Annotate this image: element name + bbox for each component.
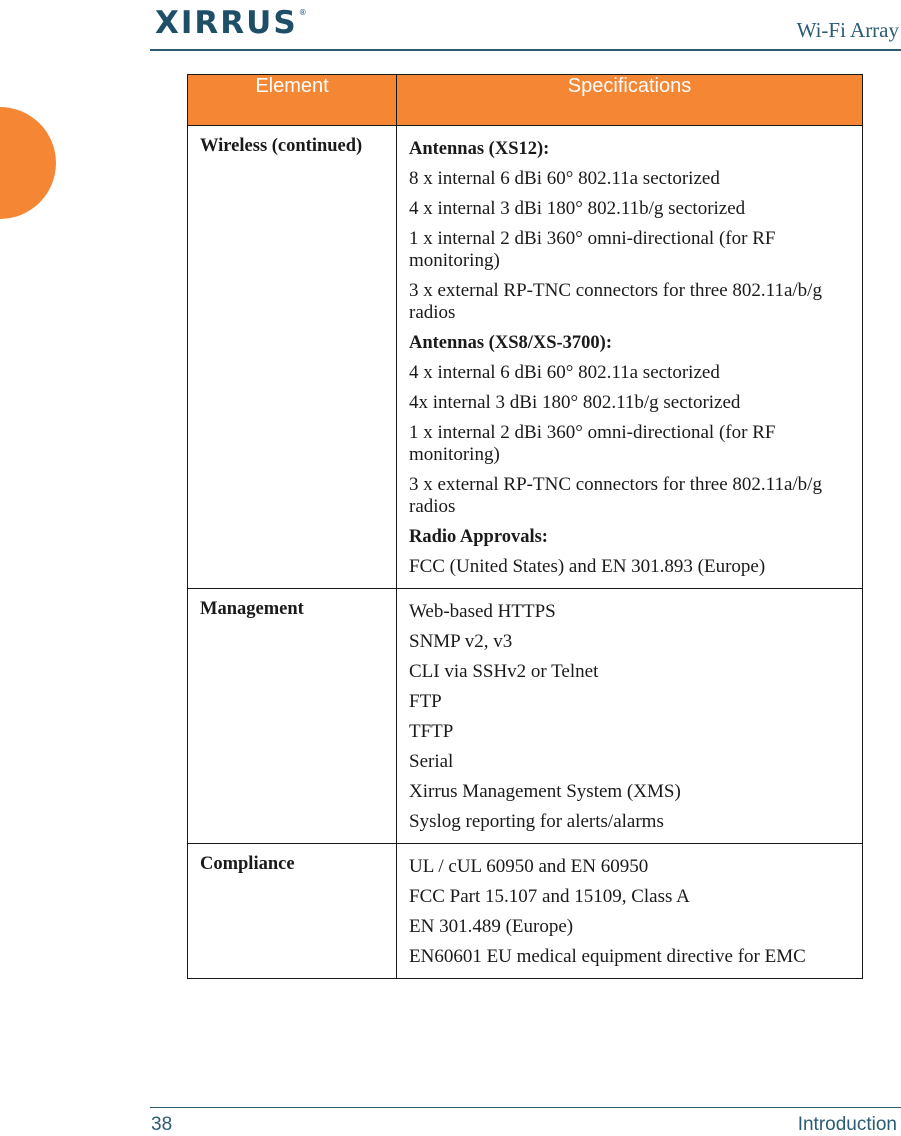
table-row	[188, 844, 863, 979]
spec-line: EN60601 EU medical equipment directive for EMC	[409, 946, 806, 967]
element-cell: Wireless (continued)	[188, 126, 397, 589]
document-title: Wi-Fi Array	[796, 18, 899, 42]
spec-subheading: Antennas (XS12):	[409, 139, 550, 159]
element-cell: Management	[188, 589, 397, 844]
logo-text: XIRRUS	[155, 5, 298, 41]
specifications-cell	[397, 589, 863, 844]
spec-line: Serial	[409, 751, 454, 772]
spec-line: EN 301.489 (Europe)	[409, 916, 574, 937]
spec-line: FCC (United States) and EN 301.893 (Europe)	[409, 556, 766, 577]
table-body	[188, 126, 863, 979]
footer-divider	[150, 1107, 901, 1108]
spec-line: Web-based HTTPS	[409, 601, 556, 622]
spec-line: FTP	[409, 691, 442, 712]
spec-line: 3 x external RP-TNC connectors for three 802.11a/b/g radios	[409, 280, 822, 323]
table-row	[188, 589, 863, 844]
spec-line: SNMP v2, v3	[409, 631, 513, 652]
spec-line: UL / cUL 60950 and EN 60950	[409, 856, 649, 877]
spec-line: 8 x internal 6 dBi 60° 802.11a sectorized	[409, 168, 720, 189]
spec-line: 3 x external RP-TNC connectors for three 802.11a/b/g radios	[409, 474, 822, 517]
header-divider	[150, 49, 901, 51]
spec-subheading: Radio Approvals:	[409, 527, 548, 547]
spec-line: FCC Part 15.107 and 15109, Class A	[409, 886, 690, 907]
element-cell: Compliance	[188, 844, 397, 979]
spec-line: Syslog reporting for alerts/alarms	[409, 811, 664, 832]
table-row	[188, 126, 863, 589]
column-header-specifications: Specifications	[397, 75, 863, 126]
section-name: Introduction	[797, 1114, 897, 1135]
specifications-table	[187, 74, 863, 979]
spec-line: CLI via SSHv2 or Telnet	[409, 661, 599, 682]
spec-line: 4x internal 3 dBi 180° 802.11b/g sectorized	[409, 392, 741, 413]
spec-line: 4 x internal 6 dBi 60° 802.11a sectorized	[409, 362, 720, 383]
specifications-cell	[397, 126, 863, 589]
spec-line: TFTP	[409, 721, 454, 742]
spec-line: Xirrus Management System (XMS)	[409, 781, 681, 802]
specifications-cell	[397, 844, 863, 979]
page-number: 38	[151, 1114, 173, 1135]
spec-line: 1 x internal 2 dBi 360° omni-directional (for RF monitoring)	[409, 422, 776, 465]
table-header-row	[188, 75, 863, 126]
column-header-element: Element	[188, 75, 397, 126]
spec-subheading: Antennas (XS8/XS-3700):	[409, 333, 613, 353]
spec-line: 1 x internal 2 dBi 360° omni-directional (for RF monitoring)	[409, 228, 776, 271]
registered-mark: ®	[298, 8, 307, 17]
xirrus-logo	[155, 5, 307, 41]
chapter-tab-marker	[0, 107, 56, 219]
spec-line: 4 x internal 3 dBi 180° 802.11b/g sectorized	[409, 198, 746, 219]
